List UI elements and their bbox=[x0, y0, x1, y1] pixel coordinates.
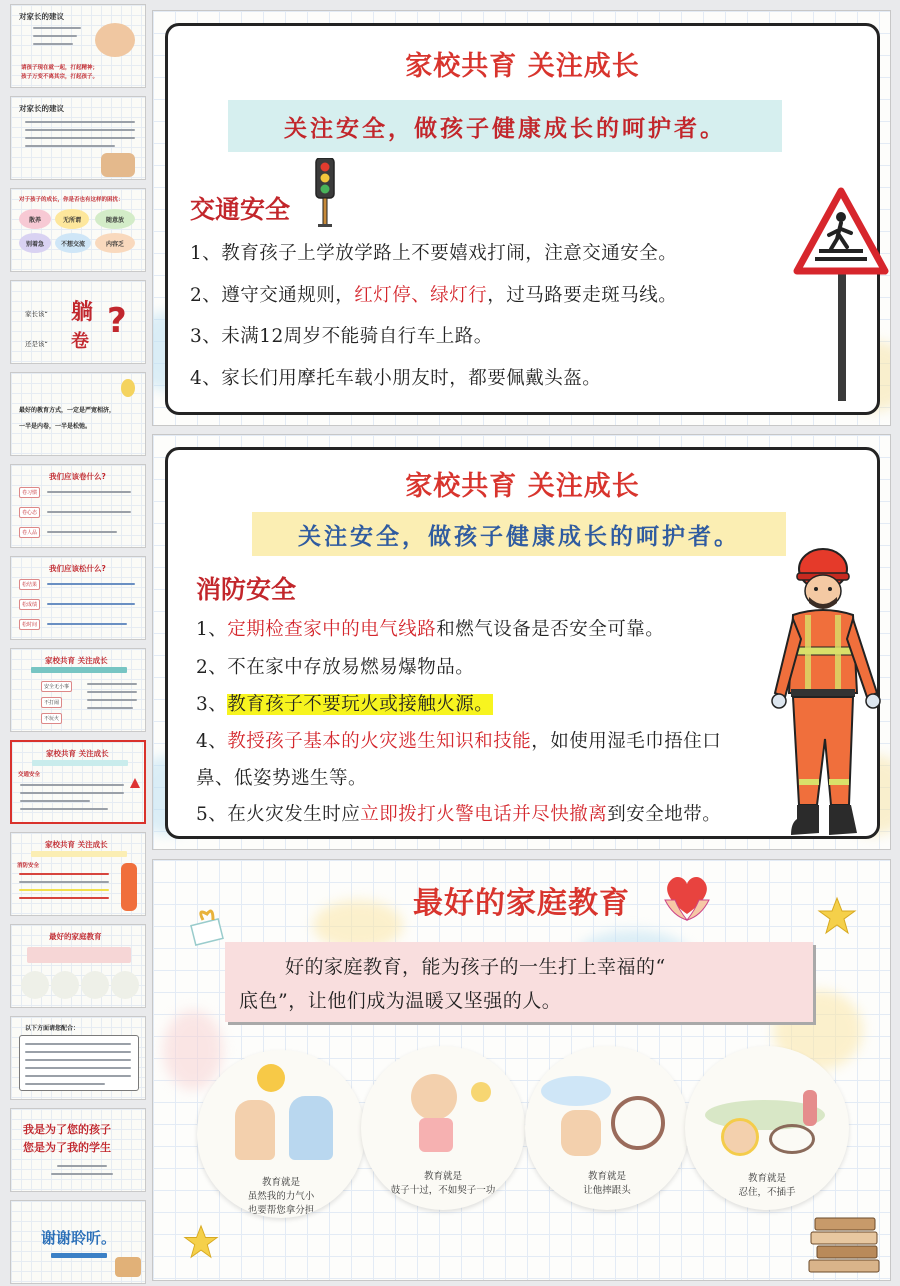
thumbnail-title: 家校共育 关注成长 bbox=[46, 749, 109, 758]
traffic-item-3: 3、未满12周岁不能骑自行车上路。 bbox=[190, 326, 493, 347]
firefighter-illustration bbox=[753, 543, 891, 849]
quote-line-1: 好的家庭教育，能为孩子的一生打上幸福的“ bbox=[285, 956, 666, 978]
thumbs-up-icon bbox=[471, 1082, 491, 1102]
lightbulb-icon bbox=[121, 379, 135, 397]
thumbnail-title: 对于孩子的成长，你是否也有这样的困扰： bbox=[19, 197, 124, 203]
fire-item-2: 2、不在家中存放易燃易爆物品。 bbox=[196, 657, 475, 678]
pedestrian-crossing-sign-icon bbox=[793, 187, 889, 403]
slide-thumbnail-6[interactable]: 我们应该卷什么? 卷习惯 卷心态 卷人品 bbox=[10, 464, 146, 548]
parent-illustration bbox=[289, 1096, 333, 1160]
red-highlight-text: 红灯停、绿灯行 bbox=[354, 285, 488, 306]
slide-thumbnail-2[interactable] bbox=[10, 96, 146, 180]
heart-hands-icon bbox=[657, 870, 717, 924]
child-body-illustration bbox=[419, 1118, 453, 1152]
slide-thumbnail-4[interactable]: 家长该“ 躺 还是该“ 卷 ? bbox=[10, 280, 146, 364]
thumbnail-title: 对家长的建议 bbox=[19, 104, 64, 113]
education-circle-3: 教育就是 让他摔跟头 bbox=[525, 1046, 689, 1210]
slide-title: 最好的家庭教育 bbox=[413, 886, 630, 921]
book-illustration bbox=[101, 153, 135, 177]
education-circle-4: 教育就是 忍住，不插手 bbox=[685, 1046, 849, 1210]
firefighter-illustration bbox=[121, 863, 137, 911]
slide-thumbnail-1[interactable]: 对家长的建议 请孩子现在就一起，打起精神； 孩子万变不离其宗，打起孩子。 bbox=[10, 4, 146, 88]
slide-title: 家校共育 关注成长 bbox=[405, 51, 640, 82]
subtitle-banner: 关注安全，做孩子健康成长的呵护者。 bbox=[252, 512, 786, 556]
thumbnail-title: 我们应该卷什么? bbox=[49, 472, 106, 481]
thumbnail-title: 对家长的建议 bbox=[19, 12, 64, 21]
subtitle-banner: 关注安全，做孩子健康成长的呵护者。 bbox=[228, 100, 782, 152]
slide-thumbnail-12[interactable] bbox=[10, 1016, 146, 1100]
slide-thumbnail-7[interactable]: 我们应该松什么? 松结果 松成绩 松时间 bbox=[10, 556, 146, 640]
warning-sign-icon bbox=[130, 778, 140, 788]
slide-title: 家校共育 关注成长 bbox=[405, 471, 640, 502]
slide-thumbnail-11[interactable] bbox=[10, 924, 146, 1008]
child-illustration bbox=[235, 1100, 275, 1160]
slide-thumbnail-5[interactable]: 最好的教育方式，一定是严宽相济， 一半是内卷，一半是松弛。 bbox=[10, 372, 146, 456]
traffic-item-4: 4、家长们用摩托车载小朋友时，都要佩戴头盔。 bbox=[190, 368, 602, 389]
traffic-item-2: 2、遵守交通规则，红灯停、绿灯行，过马路要走斑马线。 bbox=[190, 285, 678, 306]
education-circle-1: 教育就是 虽然我的力气小 也要帮您拿分担 bbox=[197, 1050, 365, 1218]
parent-figure-illustration bbox=[803, 1090, 817, 1126]
slide-fire-safety bbox=[152, 434, 891, 850]
fire-item-5: 5、在火灾发生时应立即拨打火警电话并尽快撤离到安全地带。 bbox=[196, 804, 722, 825]
yellow-highlight-text: 教育孩子不要玩火或接触火源。 bbox=[227, 694, 494, 715]
sun-icon bbox=[257, 1064, 285, 1092]
bicycle-wheel-icon bbox=[611, 1096, 665, 1150]
child-face-illustration bbox=[411, 1074, 457, 1120]
slide-traffic-safety bbox=[152, 10, 891, 426]
traffic-light-icon bbox=[314, 158, 336, 228]
slide-thumbnail-9[interactable]: 家校共育 关注成长 交通安全 bbox=[10, 740, 146, 824]
question-mark-icon: ? bbox=[107, 301, 127, 341]
books-illustration bbox=[805, 1208, 885, 1278]
section-heading-fire: 消防安全 bbox=[196, 575, 297, 604]
star-icon bbox=[817, 896, 857, 936]
thumbnail-title: 最好的家庭教育 bbox=[49, 932, 102, 941]
thumbnail-title: 以下方面请您配合： bbox=[25, 1025, 80, 1032]
child-helmet-illustration bbox=[721, 1118, 759, 1156]
quote-line-2: 底色”，让他们成为温暖又坚强的人。 bbox=[239, 990, 562, 1012]
slide-thumbnail-8[interactable]: 家校共育 关注成长 安全无小事 不打闹 不玩火 bbox=[10, 648, 146, 732]
fire-item-3: 3、教育孩子不要玩火或接触火源。 bbox=[196, 694, 494, 715]
star-icon bbox=[183, 1224, 219, 1260]
fallen-child-illustration bbox=[561, 1110, 601, 1156]
fire-item-4-continued: 鼻、低姿势逃生等。 bbox=[196, 768, 368, 789]
fire-item-1: 1、定期检查家中的电气线路和燃气设备是否安全可靠。 bbox=[196, 619, 665, 640]
slide-thumbnail-panel bbox=[4, 4, 146, 1282]
slide-thumbnail-14[interactable]: 谢谢聆听。 bbox=[10, 1200, 146, 1284]
section-heading-traffic: 交通安全 bbox=[190, 195, 291, 224]
books-illustration bbox=[115, 1257, 141, 1277]
thumbnail-title: 我们应该松什么? bbox=[49, 564, 106, 573]
thumbnail-title: 家校共育 关注成长 bbox=[45, 656, 108, 665]
slide-card bbox=[165, 23, 880, 415]
slide-thumbnail-10[interactable]: 家校共育 关注成长 消防安全 bbox=[10, 832, 146, 916]
slide-family-education bbox=[152, 859, 891, 1281]
slide-thumbnail-3[interactable]: 对于孩子的成长，你是否也有这样的困扰： 散养 无所谓 随意放 别着急 不想交流 内容乏 bbox=[10, 188, 146, 272]
fire-item-4: 4、教授孩子基本的火灾逃生知识和技能，如使用湿毛巾捂住口 bbox=[196, 731, 722, 752]
cloud-icon bbox=[541, 1076, 611, 1106]
thumbnail-title: 家校共育 关注成长 bbox=[45, 840, 108, 849]
bicycle-icon bbox=[769, 1124, 815, 1154]
family-illustration bbox=[95, 23, 135, 57]
quote-box bbox=[225, 942, 813, 1022]
slide-thumbnail-13[interactable]: 我是为了您的孩子 您是为了我的学生 bbox=[10, 1108, 146, 1192]
traffic-item-1: 1、教育孩子上学放学路上不要嬉戏打闹，注意交通安全。 bbox=[190, 243, 678, 264]
education-circle-2: 教育就是 鼓子十过，不如契子一功 bbox=[361, 1046, 525, 1210]
